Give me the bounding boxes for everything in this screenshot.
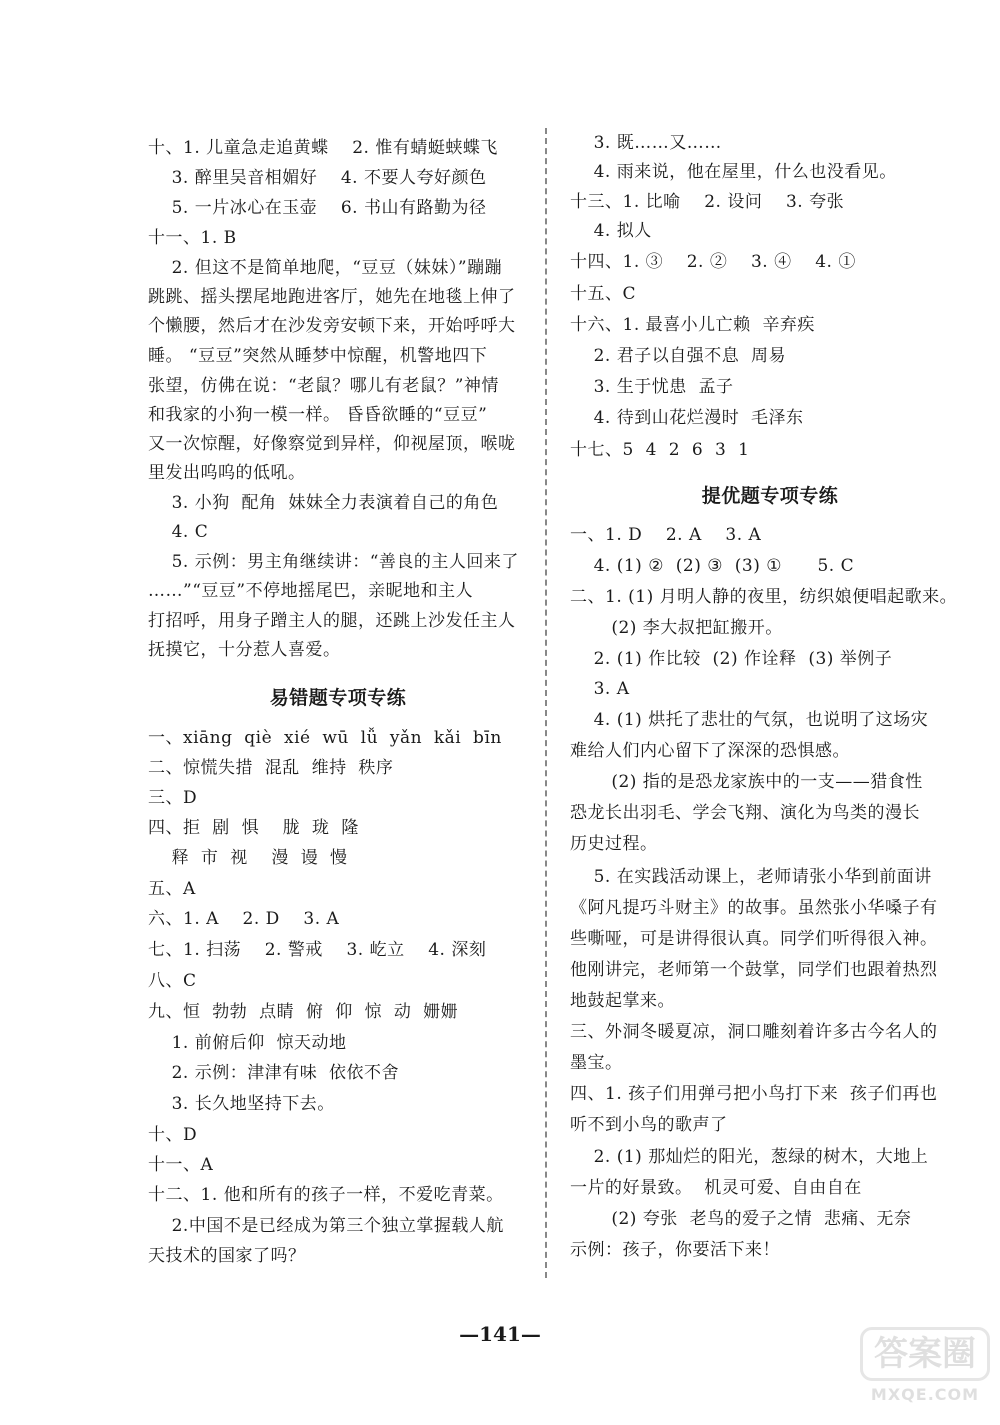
text-line: 3. 醉里吴音相媚好 4. 不要人夸好颜色 (148, 168, 487, 188)
text-line: 5. 一片冰心在玉壶 6. 书山有路勤为径 (148, 198, 487, 218)
text-line: 八、C (148, 971, 197, 991)
text-line: 释 市 视 漫 谩 慢 (148, 848, 348, 868)
text-line: 十、1. 儿童急走追黄蝶 2. 惟有蜻蜓蛱蝶飞 (148, 138, 498, 158)
text-line: 又一次惊醒，好像察觉到异样，仰视屋顶，喉咙 (148, 434, 516, 454)
text-line: 张望，仿佛在说：“老鼠？哪儿有老鼠？”神情 (148, 376, 499, 396)
text-line: 七、1. 扫荡 2. 警戒 3. 屹立 4. 深刻 (148, 940, 487, 960)
text-line: 4. 待到山花烂漫时 毛泽东 (570, 408, 804, 428)
text-line: 2. (1) 那灿烂的阳光，葱绿的树木，大地上 (570, 1147, 929, 1167)
text-line: 十四、1. ③ 2. ② 3. ④ 4. ① (570, 252, 856, 272)
text-line: 十六、1. 最喜小儿亡赖 辛弃疾 (570, 315, 815, 335)
text-line: 一、xiāng qiè xié wū lǚ yǎn kǎi bīn (148, 728, 502, 748)
text-line: 2. 但这不是简单地爬，“豆豆（妹妹）”蹦蹦 (148, 258, 503, 278)
text-line: 二、1. (1) 月明人静的夜里，纺织娘便唱起歌来。 (570, 587, 958, 607)
watermark-top: 答案圈 (860, 1327, 990, 1381)
text-line: 3. A (570, 679, 630, 699)
text-line: 2. 君子以自强不息 周易 (570, 346, 787, 366)
text-line: 2.中国不是已经成为第三个独立掌握载人航 (148, 1216, 504, 1236)
column-divider (545, 128, 547, 1278)
text-line: 3. 生于忧患 孟子 (570, 377, 734, 397)
text-line: 恐龙长出羽毛、学会飞翔、演化为鸟类的漫长 (570, 803, 920, 823)
text-line: 4. (1) 烘托了悲壮的气氛，也说明了这场灾 (570, 710, 929, 730)
text-line: 一、1. D 2. A 3. A (570, 525, 762, 545)
text-line: 他刚讲完，老师第一个鼓掌，同学们也跟着热烈 (570, 960, 938, 980)
text-line: 地鼓起掌来。 (570, 991, 675, 1011)
text-line: 十二、1. 他和所有的孩子一样，不爱吃青菜。 (148, 1185, 504, 1205)
text-line: 个懒腰，然后才在沙发旁安顿下来，开始呼呼大 (148, 316, 516, 336)
text-line: 里发出呜呜的低吼。 (148, 463, 306, 483)
text-line: 三、D (148, 788, 198, 808)
text-line: 和我家的小狗一模一样。 昏昏欲睡的“豆豆” (148, 405, 488, 425)
text-line: 5. 示例：男主角继续讲：“善良的主人回来了 (148, 552, 519, 572)
text-line: 打招呼，用身子蹭主人的腿，还跳上沙发任主人 (148, 611, 516, 631)
text-line: ……”“豆豆”不停地摇尾巴，亲昵地和主人 (148, 581, 474, 601)
text-line: 3. 小狗 配角 妹妹全力表演着自己的角色 (148, 493, 499, 513)
text-line: 3. 长久地坚持下去。 (148, 1094, 335, 1114)
text-line: 4. (1) ② (2) ③ (3) ① 5. C (570, 556, 855, 576)
text-line: 三、外洞冬暖夏凉，洞口雕刻着许多古今名人的 (570, 1022, 938, 1042)
text-line: 二、惊慌失措 混乱 维持 秩序 (148, 758, 394, 778)
text-line: 听不到小鸟的歌声了 (570, 1115, 728, 1135)
text-line: 5. 在实践活动课上，老师请张小华到前面讲 (570, 867, 932, 887)
text-line: 九、恒 勃勃 点睛 俯 仰 惊 动 姗姗 (148, 1002, 459, 1022)
text-line: 四、拒 剧 惧 胧 珑 隆 (148, 818, 359, 838)
page-number: —141— (459, 1322, 541, 1346)
watermark-logo (860, 1327, 990, 1417)
text-line: 2. 示例：津津有味 依依不舍 (148, 1063, 400, 1083)
section-heading: 易错题专项专练 (269, 687, 407, 709)
text-line: 2. (1) 作比较 (2) 作诠释 (3) 举例子 (570, 649, 893, 669)
text-line: 4. 拟人 (570, 221, 652, 241)
text-line: 十一、A (148, 1155, 214, 1175)
text-line: 一片的好景致。 机灵可爱、自由自在 (570, 1178, 862, 1198)
text-line: 《阿凡提巧斗财主》的故事。虽然张小华嗓子有 (570, 898, 938, 918)
text-line: (2) 李大叔把缸搬开。 (570, 618, 783, 638)
text-line: 十三、1. 比喻 2. 设问 3. 夸张 (570, 192, 845, 212)
text-line: 示例：孩子，你要活下来！ (570, 1240, 780, 1260)
text-line: 十、D (148, 1125, 198, 1145)
text-line: (2) 指的是恐龙家族中的一支——猎食性 (570, 772, 923, 792)
text-line: 六、1. A 2. D 3. A (148, 909, 340, 929)
text-line: 3. 既……又…… (570, 133, 722, 153)
text-line: 十七、5 4 2 6 3 1 (570, 440, 750, 460)
text-line: 抚摸它，十分惹人喜爱。 (148, 640, 341, 660)
text-line: 十五、C (570, 284, 637, 304)
text-line: 1. 前俯后仰 惊天动地 (148, 1033, 347, 1053)
text-line: 十一、1. B (148, 228, 237, 248)
text-line: 墨宝。 (570, 1053, 623, 1073)
text-line: 五、A (148, 879, 196, 899)
text-line: 4. C (148, 522, 209, 542)
text-line: 些嘶哑，可是讲得很认真。同学们听得很入神。 (570, 929, 938, 949)
section-heading: 提优题专项专练 (701, 485, 839, 507)
watermark-bottom: MXQE.COM (870, 1385, 980, 1404)
text-line: 睡。 “豆豆”突然从睡梦中惊醒，机警地四下 (148, 346, 488, 366)
text-line: 四、1. 孩子们用弹弓把小鸟打下来 孩子们再也 (570, 1084, 938, 1104)
text-line: 历史过程。 (570, 834, 658, 854)
text-line: 跳跳、摇头摆尾地跑进客厅，她先在地毯上伸了 (148, 287, 516, 307)
text-line: 4. 雨来说，他在屋里，什么也没看见。 (570, 162, 897, 182)
text-line: 难给人们内心留下了深深的恐惧感。 (570, 741, 850, 761)
text-line: (2) 夸张 老鸟的爱子之情 悲痛、无奈 (570, 1209, 912, 1229)
text-line: 天技术的国家了吗？ (148, 1246, 306, 1266)
